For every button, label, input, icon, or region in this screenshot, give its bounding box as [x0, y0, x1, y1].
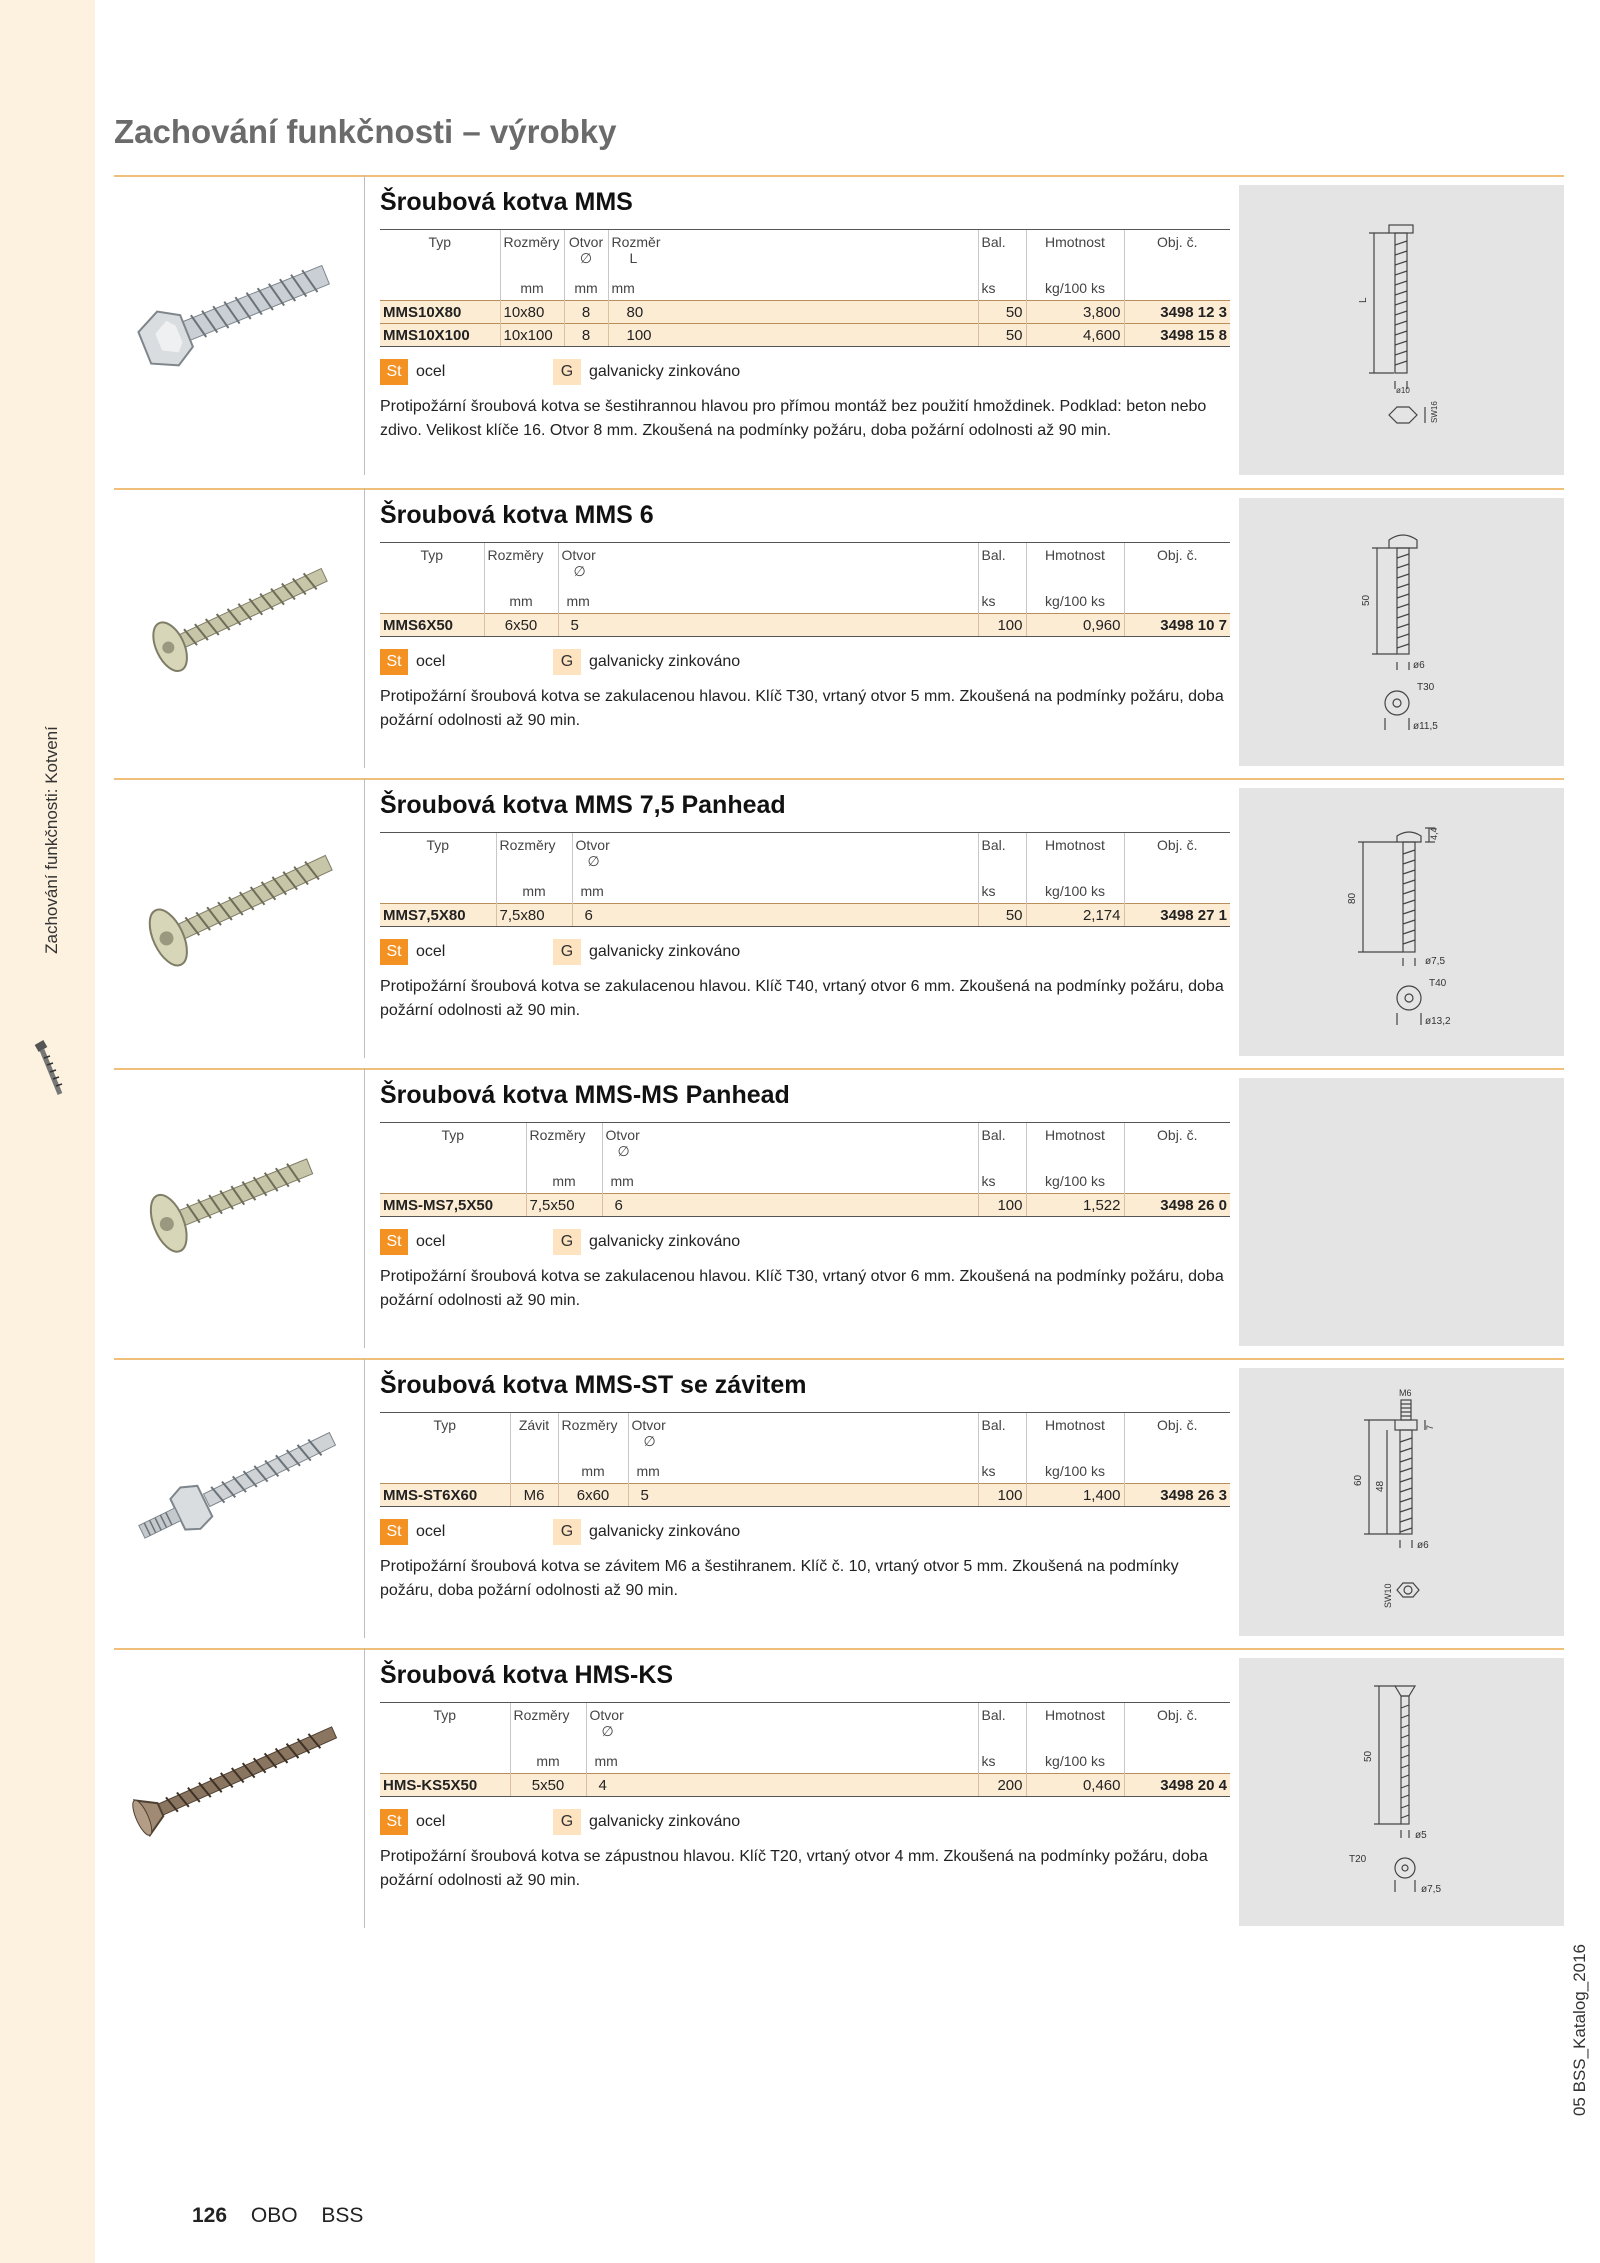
cell-obj: 3498 26 0	[1124, 1194, 1230, 1217]
drawing-label: ø7,5	[1421, 1884, 1442, 1895]
section-divider	[114, 175, 1564, 177]
product-name: Šroubová kotva MMS	[380, 188, 633, 216]
header-otvor-label: Otvor	[568, 234, 604, 250]
header-bal: Bal.	[978, 543, 1026, 594]
product-content	[380, 1078, 1230, 1329]
diameter-symbol: ∅	[643, 1433, 656, 1449]
product-description: Protipožární šroubová kotva se šestihrannou hlavou pro přímou montáž bez použití hmoždinek. Podklad: beton nebo zdivo. Velikost klíče 16. Otvor 8 mm. Zkoušená na podmínky požáru, doba požární odolnosti až 90 min.	[380, 398, 1207, 439]
cell-zavit: M6	[510, 1484, 558, 1507]
header-bal: Bal.	[978, 1413, 1026, 1464]
cell-rozmery: 10x100	[500, 324, 564, 347]
technical-drawing-hmsks	[1239, 1658, 1564, 1926]
unit-empty	[1124, 1463, 1230, 1484]
cell-typ: MMS6X50	[380, 614, 484, 637]
unit-ks: ks	[978, 883, 1026, 904]
finish-badge-g: G	[553, 649, 581, 675]
table-row	[380, 301, 1230, 324]
product-description: Protipožární šroubová kotva se zakulacenou hlavou. Klíč T30, vrtaný otvor 5 mm. Zkoušená na podmínky požáru, doba požární odolnosti až 90 min.	[380, 688, 1224, 729]
section-divider	[114, 488, 1564, 490]
product-description: Protipožární šroubová kotva se zápustnou hlavou. Klíč T20, vrtaný otvor 4 mm. Zkoušená na podmínky požáru, doba požární odolnosti až 90 min.	[380, 1848, 1208, 1889]
side-label: Zachování funkčnosti: Kotvení	[42, 726, 61, 954]
header-obj: Obj. č.	[1124, 1703, 1230, 1754]
header-typ: Typ	[380, 543, 484, 594]
product-content	[380, 185, 1230, 459]
table-row	[380, 614, 1230, 637]
section-vertical-rule	[364, 1068, 365, 1348]
catalog-label: 05 BSS_Katalog_2016	[1570, 1943, 1589, 2117]
product-name: Šroubová kotva MMS-MS Panhead	[380, 1081, 790, 1109]
cell-rozmery: 5x50	[510, 1774, 586, 1797]
unit-mm: mm	[510, 1753, 586, 1774]
header-typ: Typ	[380, 1413, 510, 1464]
unit-empty	[380, 1173, 526, 1194]
header-rozmery: Rozměry	[526, 1123, 602, 1174]
unit-empty	[1124, 593, 1230, 614]
drawing-label: 4,4	[1429, 827, 1439, 840]
cell-rozmery: 6x50	[484, 614, 558, 637]
finish-badge-g: G	[553, 1519, 581, 1545]
cell-hmotnost: 1,522	[1026, 1194, 1124, 1217]
cell-bal: 50	[978, 301, 1026, 324]
header-obj: Obj. č.	[1124, 230, 1230, 281]
section-divider	[114, 1068, 1564, 1070]
cell-obj: 3498 26 3	[1124, 1484, 1230, 1507]
product-content	[380, 1368, 1230, 1619]
product-section-mmsst	[114, 1358, 1564, 1638]
product-table	[380, 1702, 1230, 1797]
footer-brand: OBO	[250, 2204, 298, 2227]
material-badge-st: St	[380, 359, 408, 385]
diameter-symbol: ∅	[617, 1143, 630, 1159]
material-label: ocel	[416, 1523, 446, 1540]
side-strip	[0, 0, 95, 2263]
product-table	[380, 229, 1230, 347]
section-vertical-rule	[364, 175, 365, 475]
cell-typ: MMS7,5X80	[380, 904, 496, 927]
cell-otvor: 8	[564, 324, 608, 347]
header-otvor	[586, 1703, 978, 1754]
header-bal: Bal.	[978, 833, 1026, 884]
diameter-symbol: ∅	[573, 563, 586, 579]
unit-mm: mm	[526, 1173, 602, 1194]
unit-mm: mm	[572, 883, 978, 904]
unit-mm: mm	[500, 280, 564, 301]
cell-otvor: 4	[586, 1774, 978, 1797]
table-row	[380, 324, 1230, 347]
product-photo-mms	[114, 195, 354, 435]
product-description: Protipožární šroubová kotva se zakulacenou hlavou. Klíč T40, vrtaný otvor 6 mm. Zkoušená na podmínky požáru, doba požární odolnosti až 90 min.	[380, 978, 1224, 1019]
page-footer	[192, 2204, 363, 2228]
header-otvor-label: Otvor	[575, 837, 610, 853]
material-label: ocel	[416, 653, 446, 670]
drawing-label: SW10	[1383, 1583, 1393, 1608]
finish-label: galvanicky zinkováno	[589, 943, 741, 960]
cell-obj: 3498 27 1	[1124, 904, 1230, 927]
header-hmotnost: Hmotnost	[1026, 1413, 1124, 1464]
drawing-label: 80	[1347, 892, 1358, 904]
cell-bal: 100	[978, 614, 1026, 637]
unit-empty	[380, 280, 500, 301]
diameter-symbol: ∅	[579, 250, 593, 266]
header-otvor-label: Otvor	[589, 1707, 624, 1723]
unit-empty	[1124, 280, 1230, 301]
cell-obj: 3498 20 4	[1124, 1774, 1230, 1797]
drawing-label: ø6	[1413, 660, 1425, 671]
cell-bal: 50	[978, 904, 1026, 927]
product-table	[380, 1122, 1230, 1217]
header-otvor	[628, 1413, 978, 1464]
header-otvor	[558, 543, 978, 594]
technical-drawing-mms75	[1239, 788, 1564, 1056]
cell-otvor: 6	[572, 904, 978, 927]
material-row	[380, 359, 1230, 385]
header-rozmery: Rozměry	[496, 833, 572, 884]
header-typ: Typ	[380, 230, 500, 281]
finish-badge-g: G	[553, 359, 581, 385]
cell-rozmery: 10x80	[500, 301, 564, 324]
drawing-label: ø5	[1415, 1830, 1427, 1841]
unit-mm: mm	[558, 593, 978, 614]
unit-empty	[380, 593, 484, 614]
finish-badge-g: G	[553, 1809, 581, 1835]
material-row	[380, 1519, 1230, 1545]
cell-bal: 100	[978, 1194, 1026, 1217]
cell-otvor: 5	[628, 1484, 978, 1507]
unit-mm: mm	[608, 280, 978, 301]
drawing-label: 7	[1425, 1424, 1435, 1430]
unit-mm: mm	[564, 280, 608, 301]
drawing-label: 48	[1375, 1480, 1386, 1492]
drawing-label: 50	[1361, 594, 1372, 606]
product-photo-mms6	[114, 498, 354, 738]
product-table	[380, 542, 1230, 637]
page-number: 126	[192, 2204, 228, 2227]
unit-empty	[1124, 883, 1230, 904]
header-rozmer-label: Rozměr	[611, 234, 661, 250]
cell-rozmery: 6x60	[558, 1484, 628, 1507]
cell-l: 100	[608, 324, 978, 347]
material-badge-st: St	[380, 1519, 408, 1545]
header-rozmery: Rozměry	[510, 1703, 586, 1754]
header-typ: Typ	[380, 1703, 510, 1754]
header-l-label: L	[629, 250, 638, 266]
cell-typ: MMS-ST6X60	[380, 1484, 510, 1507]
header-otvor-label: Otvor	[605, 1127, 640, 1143]
product-name: Šroubová kotva MMS 7,5 Panhead	[380, 791, 786, 819]
drawing-label: 60	[1353, 1474, 1364, 1486]
product-photo-hmsks	[114, 1658, 354, 1898]
table-row	[380, 1774, 1230, 1797]
drawing-label: T30	[1417, 682, 1435, 693]
header-otvor-label: Otvor	[631, 1417, 666, 1433]
material-badge-st: St	[380, 1809, 408, 1835]
material-row	[380, 1809, 1230, 1835]
product-photo-mms75	[114, 788, 354, 1028]
unit-ks: ks	[978, 1173, 1026, 1194]
finish-label: galvanicky zinkováno	[589, 1233, 741, 1250]
unit-mm: mm	[602, 1173, 978, 1194]
drawing-label: T40	[1429, 978, 1447, 989]
technical-drawing-mms	[1239, 185, 1564, 475]
header-obj: Obj. č.	[1124, 833, 1230, 884]
unit-ks: ks	[978, 593, 1026, 614]
drawing-label: L	[1358, 297, 1369, 303]
cell-hmotnost: 0,960	[1026, 614, 1124, 637]
technical-drawing-mmsst	[1239, 1368, 1564, 1636]
section-vertical-rule	[364, 1358, 365, 1638]
finish-badge-g: G	[553, 939, 581, 965]
section-divider	[114, 778, 1564, 780]
drawing-label: ø13,2	[1425, 1016, 1451, 1027]
unit-empty	[380, 1753, 510, 1774]
drawing-label: ø11,5	[1413, 721, 1438, 732]
unit-mm: mm	[558, 1463, 628, 1484]
cell-bal: 50	[978, 324, 1026, 347]
unit-mm: mm	[496, 883, 572, 904]
unit-kg: kg/100 ks	[1026, 1753, 1124, 1774]
section-vertical-rule	[364, 1648, 365, 1928]
header-typ: Typ	[380, 1123, 526, 1174]
finish-label: galvanicky zinkováno	[589, 653, 741, 670]
cell-rozmery: 7,5x50	[526, 1194, 602, 1217]
drawing-label: ø7,5	[1425, 956, 1446, 967]
cell-typ: MMS10X100	[380, 324, 500, 347]
technical-drawing-placeholder	[1239, 1078, 1564, 1346]
unit-kg: kg/100 ks	[1026, 883, 1124, 904]
product-section-mms	[114, 175, 1564, 475]
drawing-label: SW16	[1430, 401, 1439, 423]
cell-hmotnost: 3,800	[1026, 301, 1124, 324]
header-bal: Bal.	[978, 1123, 1026, 1174]
product-content	[380, 1658, 1230, 1909]
section-divider	[114, 1358, 1564, 1360]
header-hmotnost: Hmotnost	[1026, 230, 1124, 281]
material-label: ocel	[416, 1233, 446, 1250]
header-rozmer-l	[608, 230, 978, 281]
cell-otvor: 6	[602, 1194, 978, 1217]
header-bal: Bal.	[978, 230, 1026, 281]
cell-otvor: 8	[564, 301, 608, 324]
cell-typ: HMS-KS5X50	[380, 1774, 510, 1797]
unit-mm: mm	[586, 1753, 978, 1774]
unit-ks: ks	[978, 1753, 1026, 1774]
header-otvor-label: Otvor	[561, 547, 596, 563]
cell-bal: 200	[978, 1774, 1026, 1797]
drawing-label: 50	[1363, 1750, 1374, 1762]
unit-empty	[1124, 1753, 1230, 1774]
product-table	[380, 832, 1230, 927]
cell-hmotnost: 2,174	[1026, 904, 1124, 927]
header-obj: Obj. č.	[1124, 1413, 1230, 1464]
product-description: Protipožární šroubová kotva se závitem M6 a šestihranem. Klíč č. 10, vrtaný otvor 5 mm. Zkoušená na podmínky požáru, doba požární odolnosti až 90 min.	[380, 1558, 1179, 1599]
product-table	[380, 1412, 1230, 1507]
material-row	[380, 1229, 1230, 1255]
section-vertical-rule	[364, 488, 365, 768]
unit-kg: kg/100 ks	[1026, 1173, 1124, 1194]
drawing-label: ø10	[1396, 386, 1410, 395]
finish-badge-g: G	[553, 1229, 581, 1255]
product-section-mms75	[114, 778, 1564, 1058]
unit-ks: ks	[978, 1463, 1026, 1484]
unit-kg: kg/100 ks	[1026, 1463, 1124, 1484]
product-description: Protipožární šroubová kotva se zakulacenou hlavou. Klíč T30, vrtaný otvor 6 mm. Zkoušená na podmínky požáru, doba požární odolnosti až 90 min.	[380, 1268, 1224, 1309]
cell-typ: MMS-MS7,5X50	[380, 1194, 526, 1217]
material-row	[380, 649, 1230, 675]
cell-hmotnost: 0,460	[1026, 1774, 1124, 1797]
unit-empty	[1124, 1173, 1230, 1194]
cell-hmotnost: 4,600	[1026, 324, 1124, 347]
header-hmotnost: Hmotnost	[1026, 833, 1124, 884]
cell-otvor: 5	[558, 614, 978, 637]
section-divider	[114, 1648, 1564, 1650]
header-otvor	[602, 1123, 978, 1174]
cell-typ: MMS10X80	[380, 301, 500, 324]
header-hmotnost: Hmotnost	[1026, 543, 1124, 594]
unit-empty	[380, 1463, 510, 1484]
header-rozmery: Rozměry	[500, 230, 564, 281]
footer-series: BSS	[321, 2204, 364, 2227]
table-row	[380, 904, 1230, 927]
section-vertical-rule	[364, 778, 365, 1058]
unit-ks: ks	[978, 280, 1026, 301]
diameter-symbol: ∅	[587, 853, 600, 869]
product-name: Šroubová kotva HMS-KS	[380, 1661, 674, 1689]
table-row	[380, 1484, 1230, 1507]
product-section-mms6	[114, 488, 1564, 768]
material-label: ocel	[416, 943, 446, 960]
finish-label: galvanicky zinkováno	[589, 1523, 741, 1540]
unit-empty	[510, 1463, 558, 1484]
anchor-screw-icon	[30, 1040, 70, 1100]
material-badge-st: St	[380, 939, 408, 965]
header-otvor	[564, 230, 608, 281]
table-row	[380, 1194, 1230, 1217]
header-hmotnost: Hmotnost	[1026, 1703, 1124, 1754]
cell-l: 80	[608, 301, 978, 324]
header-bal: Bal.	[978, 1703, 1026, 1754]
drawing-label: ø6	[1417, 1540, 1429, 1551]
unit-mm: mm	[484, 593, 558, 614]
header-rozmery: Rozměry	[484, 543, 558, 594]
product-section-hmsks	[114, 1648, 1564, 1928]
product-photo-mmsms	[114, 1078, 354, 1318]
material-badge-st: St	[380, 1229, 408, 1255]
header-rozmery: Rozměry	[558, 1413, 628, 1464]
header-obj: Obj. č.	[1124, 543, 1230, 594]
unit-kg: kg/100 ks	[1026, 280, 1124, 301]
unit-kg: kg/100 ks	[1026, 593, 1124, 614]
page-title: Zachování funkčnosti – výrobky	[114, 113, 617, 150]
material-row	[380, 939, 1230, 965]
cell-obj: 3498 15 8	[1124, 324, 1230, 347]
product-name: Šroubová kotva MMS-ST se závitem	[380, 1371, 807, 1399]
product-section-mmsms	[114, 1068, 1564, 1348]
material-badge-st: St	[380, 649, 408, 675]
diameter-symbol: ∅	[601, 1723, 614, 1739]
product-name: Šroubová kotva MMS 6	[380, 501, 654, 529]
drawing-label: T20	[1349, 1854, 1367, 1865]
cell-rozmery: 7,5x80	[496, 904, 572, 927]
unit-mm: mm	[628, 1463, 978, 1484]
finish-label: galvanicky zinkováno	[589, 363, 741, 380]
header-zavit: Závit	[510, 1413, 558, 1464]
cell-hmotnost: 1,400	[1026, 1484, 1124, 1507]
cell-obj: 3498 10 7	[1124, 614, 1230, 637]
material-label: ocel	[416, 1813, 446, 1830]
header-otvor	[572, 833, 978, 884]
drawing-label: M6	[1399, 1388, 1412, 1398]
product-content	[380, 788, 1230, 1039]
product-photo-mmsst	[114, 1368, 354, 1608]
header-typ: Typ	[380, 833, 496, 884]
cell-bal: 100	[978, 1484, 1026, 1507]
unit-empty	[380, 883, 496, 904]
product-content	[380, 498, 1230, 749]
cell-obj: 3498 12 3	[1124, 301, 1230, 324]
finish-label: galvanicky zinkováno	[589, 1813, 741, 1830]
technical-drawing-mms6	[1239, 498, 1564, 766]
material-label: ocel	[416, 363, 446, 380]
header-hmotnost: Hmotnost	[1026, 1123, 1124, 1174]
header-obj: Obj. č.	[1124, 1123, 1230, 1174]
